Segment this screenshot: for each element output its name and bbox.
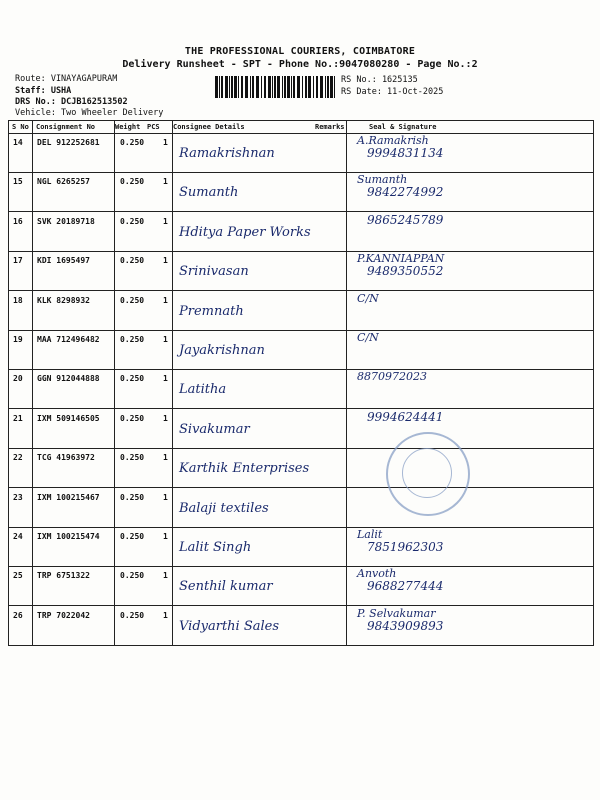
row-consignment-no: IXM 509146505 xyxy=(37,413,100,423)
row-signature-name: C/N xyxy=(357,291,379,305)
row-pcs: 1 xyxy=(163,335,168,344)
runsheet-meta-left xyxy=(15,74,128,109)
row-weight: 0.250 xyxy=(120,532,145,541)
barcode-bar xyxy=(282,76,283,98)
row-weight: 0.250 xyxy=(120,177,145,187)
row-pcs: 1 xyxy=(163,256,168,266)
row-consignment-no: TCG 41963972 xyxy=(37,453,95,463)
barcode-bar xyxy=(305,76,307,98)
row-sno: 23 xyxy=(13,492,23,502)
barcode-bar xyxy=(316,76,318,98)
row-signature-phone: 9688277444 xyxy=(367,579,444,594)
barcode-bar xyxy=(320,76,323,98)
barcode-bar xyxy=(325,76,326,98)
row-signature-phone: 9994624441 xyxy=(367,409,444,424)
row-consignment-no: SVK 20189718 xyxy=(37,216,95,226)
header-consignment: Consignment No xyxy=(36,123,96,131)
table-row xyxy=(9,251,593,291)
runsheet-table xyxy=(8,120,594,646)
barcode-bar xyxy=(297,76,300,98)
company-title: THE PROFESSIONAL COURIERS, COIMBATORE xyxy=(184,46,416,57)
runsheet-subtitle: Delivery Runsheet - SPT - Phone No.:9047080280 - Page No.:2 xyxy=(122,59,478,70)
row-signature-phone: 9994831134 xyxy=(367,146,444,160)
row-weight: 0.250 xyxy=(120,571,145,581)
row-signature-phone: 9489350552 xyxy=(367,264,444,279)
row-weight: 0.250 xyxy=(120,492,145,502)
row-consignee-name: Karthik Enterprises xyxy=(179,461,310,477)
row-consignment-no: GGN 912044888 xyxy=(37,374,100,384)
row-consignee-name: Jayakrishnan xyxy=(179,343,265,358)
barcode-bar xyxy=(274,76,276,98)
table-row xyxy=(9,566,593,606)
row-consignment-no: TRP 6751322 xyxy=(37,571,90,581)
barcode-bar xyxy=(330,76,333,98)
barcode-bar xyxy=(215,76,218,98)
row-pcs: 1 xyxy=(163,374,168,384)
row-pcs: 1 xyxy=(163,453,168,463)
row-sno: 14 xyxy=(13,138,23,147)
row-sno: 21 xyxy=(13,413,23,423)
row-signature-phone: 7851962303 xyxy=(367,540,444,554)
row-consignment-no: DEL 912252681 xyxy=(37,138,100,147)
barcode-bar xyxy=(261,76,262,98)
barcode-bar xyxy=(264,76,266,98)
table-row xyxy=(9,212,593,252)
table-row xyxy=(9,606,593,645)
runsheet-meta-right xyxy=(341,75,443,98)
barcode-bar xyxy=(221,76,223,98)
row-sno: 16 xyxy=(13,216,23,226)
row-consignee-name: Premnath xyxy=(179,303,244,319)
barcode-bar xyxy=(252,76,254,98)
header-remarks: Remarks xyxy=(315,123,345,131)
row-signature-name: Anvoth xyxy=(357,567,397,581)
row-sno: 24 xyxy=(13,532,23,541)
row-signature xyxy=(357,332,379,344)
row-weight: 0.250 xyxy=(120,216,145,226)
barcode-bar xyxy=(231,76,233,98)
row-consignee-name: Vidyarthi Sales xyxy=(179,618,280,634)
row-pcs: 1 xyxy=(163,571,168,581)
table-row xyxy=(9,291,593,331)
barcode-bar xyxy=(287,76,290,98)
barcode-bar xyxy=(284,76,286,98)
row-pcs: 1 xyxy=(163,177,168,187)
rs-date: RS Date: 11-Oct-2025 xyxy=(341,86,444,97)
barcode-bar xyxy=(277,76,280,98)
barcode-bar xyxy=(225,76,228,98)
barcode-bar xyxy=(229,76,230,98)
row-signature-name: Lalit xyxy=(357,528,383,541)
row-consignment-no: KLK 8298932 xyxy=(37,295,90,305)
runsheet-header xyxy=(0,46,600,70)
row-signature xyxy=(357,411,443,423)
row-weight: 0.250 xyxy=(120,374,145,384)
barcode-bar xyxy=(291,76,292,98)
row-consignee-name: Latitha xyxy=(179,382,227,398)
seal-stamp xyxy=(386,432,470,516)
route-label: Route: VINAYAGAPURAM xyxy=(15,74,118,84)
barcode-bar xyxy=(313,76,314,98)
row-signature-name: C/N xyxy=(357,331,379,344)
header-signature: Seal & Signature xyxy=(369,123,437,131)
table-row xyxy=(9,369,593,409)
table-row xyxy=(9,488,593,528)
row-signature xyxy=(357,529,443,553)
table-row xyxy=(9,172,593,212)
header-sno: S No xyxy=(12,123,29,131)
row-pcs: 1 xyxy=(163,216,168,226)
row-weight: 0.250 xyxy=(120,413,145,423)
row-consignee-name: Ramakrishnan xyxy=(179,146,275,161)
row-pcs: 1 xyxy=(163,492,168,502)
barcode-bar xyxy=(234,76,237,98)
table-row xyxy=(9,448,593,488)
vehicle-label: Vehicle: Two Wheeler Delivery xyxy=(15,108,164,118)
row-signature xyxy=(357,214,443,226)
row-signature xyxy=(357,253,444,277)
table-row xyxy=(9,133,593,173)
barcode-bar xyxy=(268,76,271,98)
row-pcs: 1 xyxy=(163,610,168,620)
header-pcs: PCS xyxy=(147,123,160,131)
row-signature xyxy=(357,293,379,305)
row-signature xyxy=(357,174,443,198)
row-signature-phone: 9865245789 xyxy=(367,212,444,227)
row-sno: 18 xyxy=(13,295,23,305)
row-consignee-name: Lalit Singh xyxy=(179,540,252,555)
row-pcs: 1 xyxy=(163,413,168,423)
barcode-bar xyxy=(293,76,295,98)
row-signature-name: Sumanth xyxy=(357,173,408,187)
row-signature-name: P.KANNIAPPAN xyxy=(357,252,445,266)
row-consignee-name: Senthil kumar xyxy=(179,579,273,595)
row-signature xyxy=(357,135,443,159)
row-pcs: 1 xyxy=(163,138,168,147)
barcode-bar xyxy=(256,76,259,98)
row-weight: 0.250 xyxy=(120,453,145,463)
row-sno: 22 xyxy=(13,453,23,463)
barcode-bar xyxy=(238,76,239,98)
barcode-bar xyxy=(250,76,251,98)
drs-number: DRS No.: DCJB162513502 xyxy=(15,97,128,107)
row-consignee-name: Hditya Paper Works xyxy=(179,224,311,240)
row-consignee-name: Srinivasan xyxy=(179,264,249,280)
row-signature-phone: 9843909893 xyxy=(367,618,444,633)
row-weight: 0.250 xyxy=(120,138,145,147)
row-sno: 19 xyxy=(13,335,23,344)
row-weight: 0.250 xyxy=(120,295,145,305)
row-sno: 26 xyxy=(13,610,23,620)
table-row xyxy=(9,330,593,370)
row-weight: 0.250 xyxy=(120,610,145,620)
row-consignment-no: IXM 100215467 xyxy=(37,492,100,502)
row-signature-name: 8870972023 xyxy=(357,370,427,384)
row-sno: 17 xyxy=(13,256,23,266)
seal-stamp-inner xyxy=(402,448,452,498)
row-consignee-name: Sivakumar xyxy=(179,421,250,437)
row-sno: 15 xyxy=(13,177,23,187)
row-signature xyxy=(357,371,427,383)
row-signature-name: A.Ramakrish xyxy=(357,134,429,147)
barcode-bar xyxy=(308,76,311,98)
row-sno: 25 xyxy=(13,571,23,581)
row-signature xyxy=(357,608,443,632)
staff-label: Staff: USHA xyxy=(15,85,72,96)
row-consignee-name: Balaji textiles xyxy=(179,500,269,516)
row-consignment-no: NGL 6265257 xyxy=(37,177,90,187)
rs-number: RS No.: 1625135 xyxy=(341,75,418,85)
row-consignee-name: Sumanth xyxy=(179,185,239,201)
table-row xyxy=(9,527,593,567)
barcode-bar xyxy=(219,76,220,98)
barcode-bar xyxy=(327,76,329,98)
header-consignee: Consignee Details xyxy=(173,123,245,131)
row-sno: 20 xyxy=(13,374,23,384)
barcode-bar xyxy=(302,76,303,98)
barcode-bar xyxy=(272,76,273,98)
row-consignment-no: KDI 1695497 xyxy=(37,256,90,266)
row-pcs: 1 xyxy=(163,532,168,541)
row-consignment-no: MAA 712496482 xyxy=(37,335,100,344)
barcode-bar xyxy=(334,76,335,98)
barcode-bar xyxy=(241,76,243,98)
row-consignment-no: IXM 100215474 xyxy=(37,532,100,541)
row-signature xyxy=(357,568,443,592)
table-row xyxy=(9,409,593,449)
row-consignment-no: TRP 7022042 xyxy=(37,610,90,620)
row-pcs: 1 xyxy=(163,295,168,305)
header-weight: Weight xyxy=(115,123,141,131)
row-weight: 0.250 xyxy=(120,256,145,266)
row-weight: 0.250 xyxy=(120,335,145,344)
barcode-icon xyxy=(215,76,337,98)
row-signature-name: P. Selvakumar xyxy=(357,606,436,620)
row-signature-phone: 9842274992 xyxy=(367,185,444,200)
barcode-bar xyxy=(245,76,248,98)
